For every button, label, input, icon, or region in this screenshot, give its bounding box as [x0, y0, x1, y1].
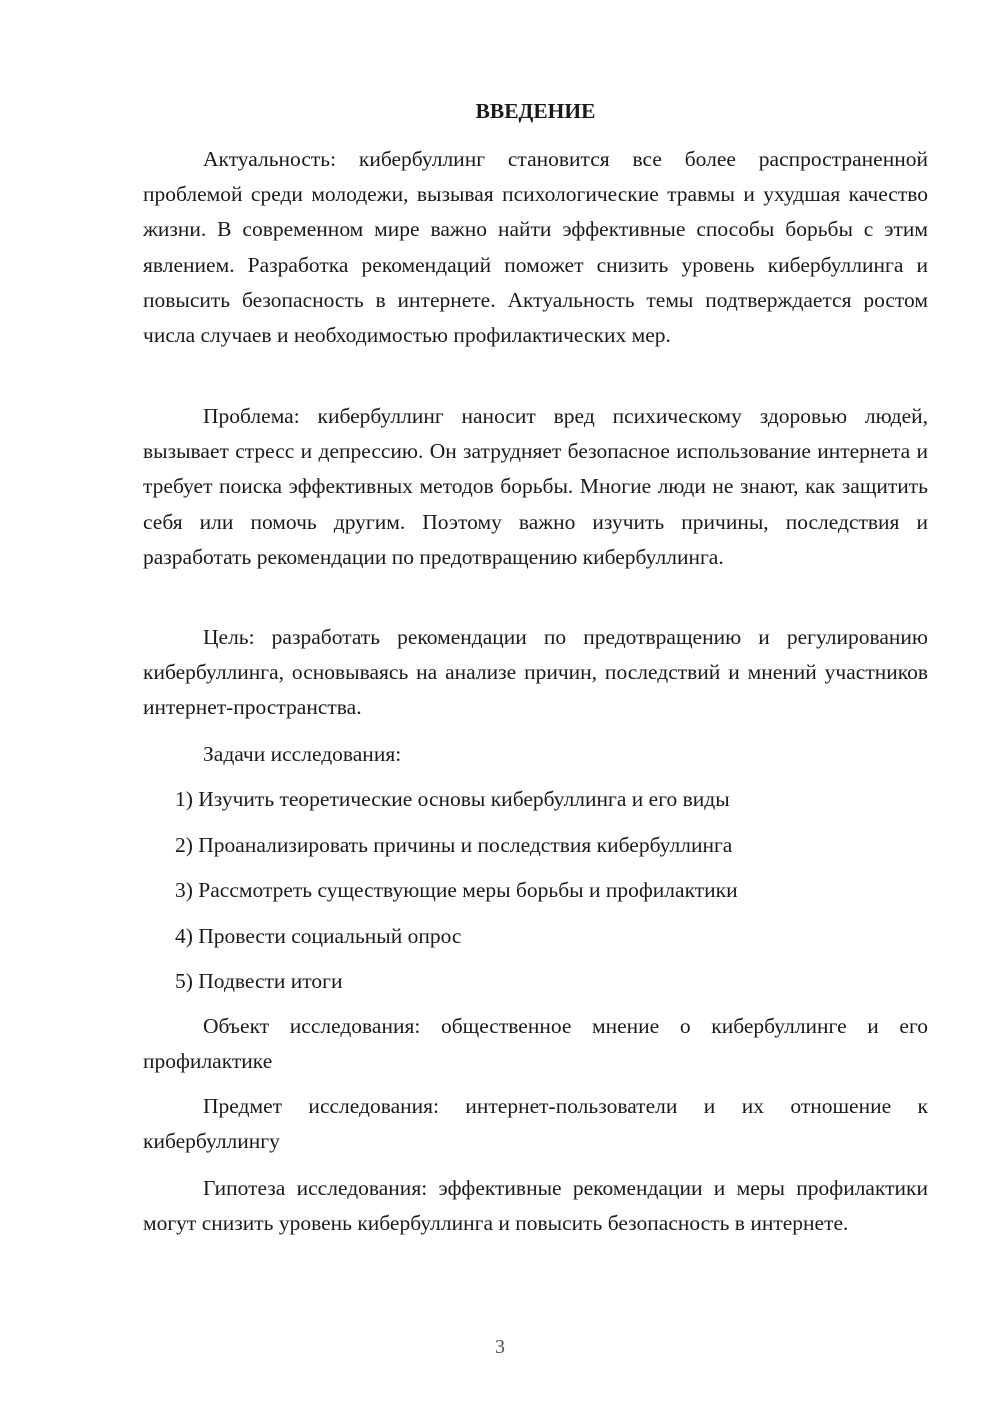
paragraph-goal: Цель: разработать рекомендации по предотвращению и регулированию кибербуллинга, основываясь на анализе причин, последствий и мнений участников интернет-пространства. — [143, 625, 928, 720]
paragraph-relevance: Актуальность: кибербуллинг становится все более распространенной проблемой среди молодежи, вызывая психологические травмы и ухудшая качество жизни. В современном мире важно найти эффективные способы борьбы с этим явлением. Разработка рекомендаций поможет снизить уровень кибербуллинга и повысить безопасность в интернете. Актуальность темы подтверждается ростом числа случаев и необходимостью профилактических мер. — [143, 147, 928, 348]
list-item: 5) Подвести итоги — [175, 969, 343, 993]
document-page — [143, 0, 928, 1414]
paragraph-subject: Предмет исследования: интернет-пользователи и их отношение к кибербуллингу — [143, 1094, 928, 1154]
paragraph-object: Объект исследования: общественное мнение о кибербуллинге и его профилактике — [143, 1014, 928, 1074]
list-item: 4) Провести социальный опрос — [175, 923, 462, 948]
paragraph-hypothesis: Гипотеза исследования: эффективные рекомендации и меры профилактики могут снизить уровень кибербуллинга и повысить безопасность в интернете. — [143, 1176, 928, 1236]
paragraph-problem: Проблема: кибербуллинг наносит вред психическому здоровью людей, вызывает стресс и депрессию. Он затрудняет безопасное использование интернета и требует поиска эффективных методов борьбы. Многие люди не знают, как защитить себя или помочь другим. Поэтому важно изучить причины, последствия и разработать рекомендации по предотвращению кибербуллинга. — [143, 404, 928, 569]
page-number: 3 — [495, 1336, 505, 1358]
tasks-title: Задачи исследования: — [203, 742, 402, 766]
list-item: 1) Изучить теоретические основы кибербуллинга и его виды — [175, 787, 730, 811]
list-item: 2) Проанализировать причины и последствия кибербуллинга — [175, 832, 733, 857]
page-title: ВВЕДЕНИЕ — [475, 99, 596, 123]
list-item: 3) Рассмотреть существующие меры борьбы и профилактики — [175, 878, 738, 902]
task-list — [175, 782, 738, 1010]
